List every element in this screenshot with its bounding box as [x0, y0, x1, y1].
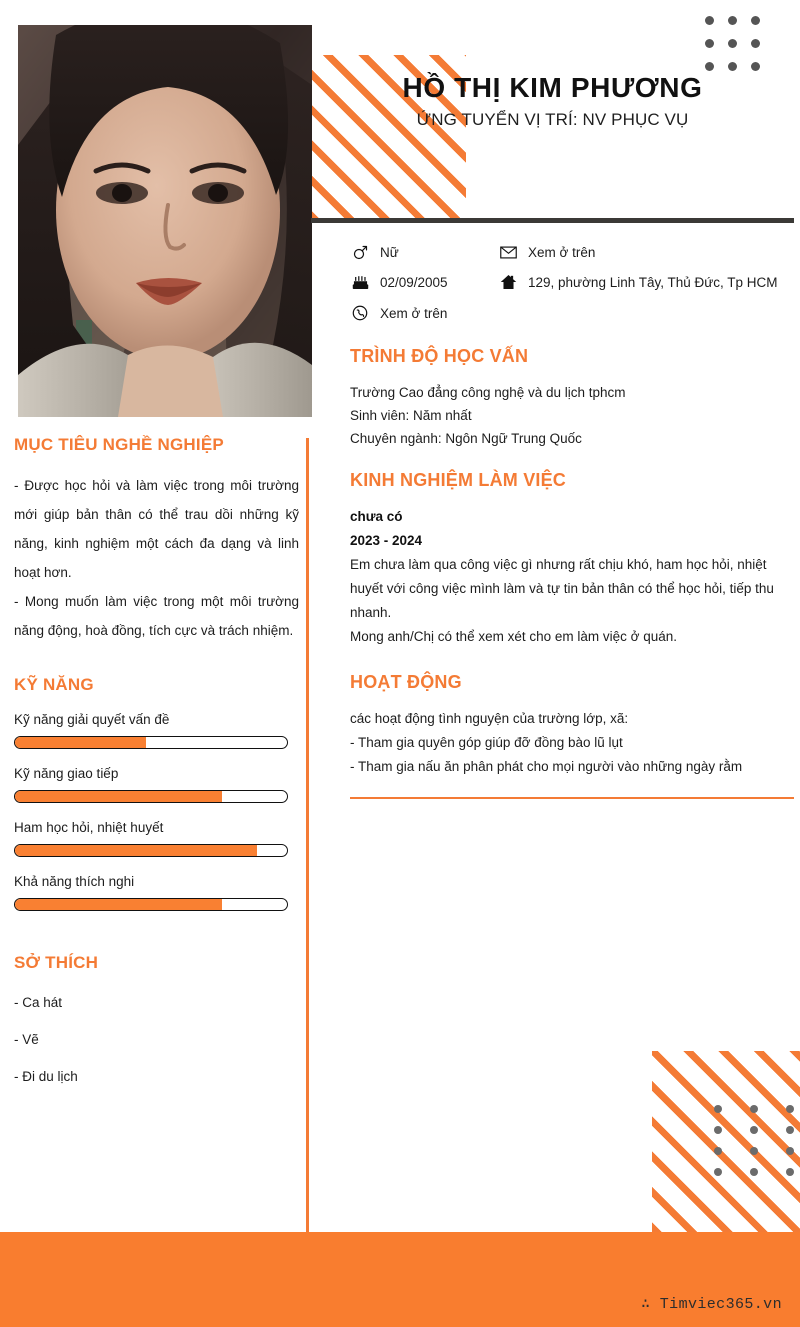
dot: [786, 1147, 794, 1155]
column-divider: [306, 438, 309, 1233]
experience-description: Em chưa làm qua công việc gì nhưng rất chịu khó, ham học hỏi, nhiệt huyết với công việc mình làm và tự tin bản thân có thể học hỏi, tiếp thu nhanh.: [350, 557, 774, 621]
profile-photo-image: [18, 25, 312, 417]
contact-address-value: 129, phường Linh Tây, Thủ Đức, Tp HCM: [528, 275, 778, 291]
education-line: Chuyên ngành: Ngôn Ngữ Trung Quốc: [350, 431, 582, 447]
skill-progress-fill: [15, 791, 222, 802]
dot: [750, 1105, 758, 1113]
main-content: [350, 243, 794, 799]
activity-line: - Tham gia nấu ăn phân phát cho mọi người vào những ngày rằm: [350, 758, 743, 774]
skill-label: Khả năng thích nghi: [14, 874, 135, 890]
skill-item: [14, 874, 299, 911]
dot-grid-bottom: [714, 1105, 794, 1176]
experience-closing: Mong anh/Chị có thể xem xét cho em làm việc ở quán.: [350, 629, 678, 645]
activities-divider: [350, 797, 794, 799]
dot: [714, 1105, 722, 1113]
profile-photo: [18, 25, 312, 417]
activity-line: - Tham gia quyên góp giúp đỡ đồng bào lũ lụt: [350, 734, 623, 750]
contact-gender: [350, 243, 498, 263]
experience-block: [350, 505, 794, 649]
skill-label: Ham học hỏi, nhiệt huyết: [14, 820, 164, 836]
skill-progress-fill: [15, 737, 146, 748]
experience-period: 2023 - 2024: [350, 533, 423, 549]
contact-phone: [350, 304, 498, 324]
contact-address: [498, 273, 794, 293]
education-block: [350, 381, 794, 451]
dot: [705, 39, 714, 48]
contact-email: [498, 243, 794, 263]
section-title-education: TRÌNH ĐỘ HỌC VẤN: [350, 345, 529, 366]
skill-progress-bar: [14, 898, 288, 911]
dot: [786, 1168, 794, 1176]
activities-block: [350, 707, 794, 779]
phone-icon: [350, 304, 370, 322]
contact-phone-value: Xem ở trên: [380, 305, 448, 321]
dot: [750, 1147, 758, 1155]
hobby-item: - Vẽ: [14, 1032, 39, 1048]
contact-info: [350, 243, 794, 324]
experience-company: chưa có: [350, 509, 403, 525]
gender-icon: [350, 243, 370, 261]
dot: [728, 62, 737, 71]
cv-header: [311, 72, 794, 130]
skill-item: [14, 766, 299, 803]
dot: [751, 62, 760, 71]
dot: [786, 1126, 794, 1134]
dot: [714, 1126, 722, 1134]
applied-position: ỨNG TUYỂN VỊ TRÍ: NV PHỤC VỤ: [416, 110, 689, 130]
skill-progress-fill: [15, 899, 222, 910]
dot: [728, 16, 737, 25]
birthday-icon: [350, 273, 370, 291]
dot: [751, 39, 760, 48]
page-title: HỒ THỊ KIM PHƯƠNG: [402, 72, 703, 103]
hobby-item: - Đi du lịch: [14, 1069, 78, 1085]
dot: [786, 1105, 794, 1113]
activity-line: các hoạt động tình nguyện của trường lớp, xã:: [350, 710, 629, 726]
sidebar: [14, 435, 299, 1084]
contact-birthday: [350, 273, 498, 293]
education-line: Sinh viên: Năm nhất: [350, 407, 472, 423]
skill-progress-fill: [15, 845, 257, 856]
header-divider: [311, 218, 794, 223]
section-title-objective: MỤC TIÊU NGHỀ NGHIỆP: [14, 435, 224, 454]
skill-label: Kỹ năng giải quyết vấn đề: [14, 712, 170, 728]
hobby-item: - Ca hát: [14, 995, 63, 1011]
dot: [751, 16, 760, 25]
contact-gender-value: Nữ: [380, 245, 399, 260]
education-line: Trường Cao đẳng công nghệ và du lịch tphcm: [350, 384, 626, 400]
skill-progress-bar: [14, 790, 288, 803]
skill-progress-bar: [14, 844, 288, 857]
home-icon: [498, 273, 518, 291]
contact-birthday-value: 02/09/2005: [380, 275, 448, 291]
dot: [705, 62, 714, 71]
section-title-experience: KINH NGHIỆM LÀM VIỆC: [350, 470, 567, 491]
skill-label: Kỹ năng giao tiếp: [14, 766, 119, 782]
dot: [750, 1168, 758, 1176]
footer-brand: ∴ Timviec365.vn: [640, 1296, 782, 1313]
skill-item: [14, 712, 299, 749]
dot: [705, 16, 714, 25]
dot: [714, 1147, 722, 1155]
section-title-skills: KỸ NĂNG: [14, 675, 94, 695]
dot-grid-top: [705, 16, 760, 71]
objective-paragraph-1: - Được học hỏi và làm việc trong môi trường mới giúp bản thân có thể trau dồi những kỹ năng, kinh nghiệm một cách đa dạng và linh hoạt hơn.: [14, 478, 299, 581]
skill-progress-bar: [14, 736, 288, 749]
section-title-hobbies: SỞ THÍCH: [14, 953, 99, 973]
contact-email-value: Xem ở trên: [528, 245, 596, 260]
skill-item: [14, 820, 299, 857]
section-title-activities: HOẠT ĐỘNG: [350, 671, 462, 692]
dot: [750, 1126, 758, 1134]
email-icon: [498, 243, 518, 261]
dot: [728, 39, 737, 48]
objective-paragraph-2: - Mong muốn làm việc trong một môi trường năng động, hoà đồng, tích cực và trách nhiệm.: [14, 594, 299, 639]
dot: [714, 1168, 722, 1176]
